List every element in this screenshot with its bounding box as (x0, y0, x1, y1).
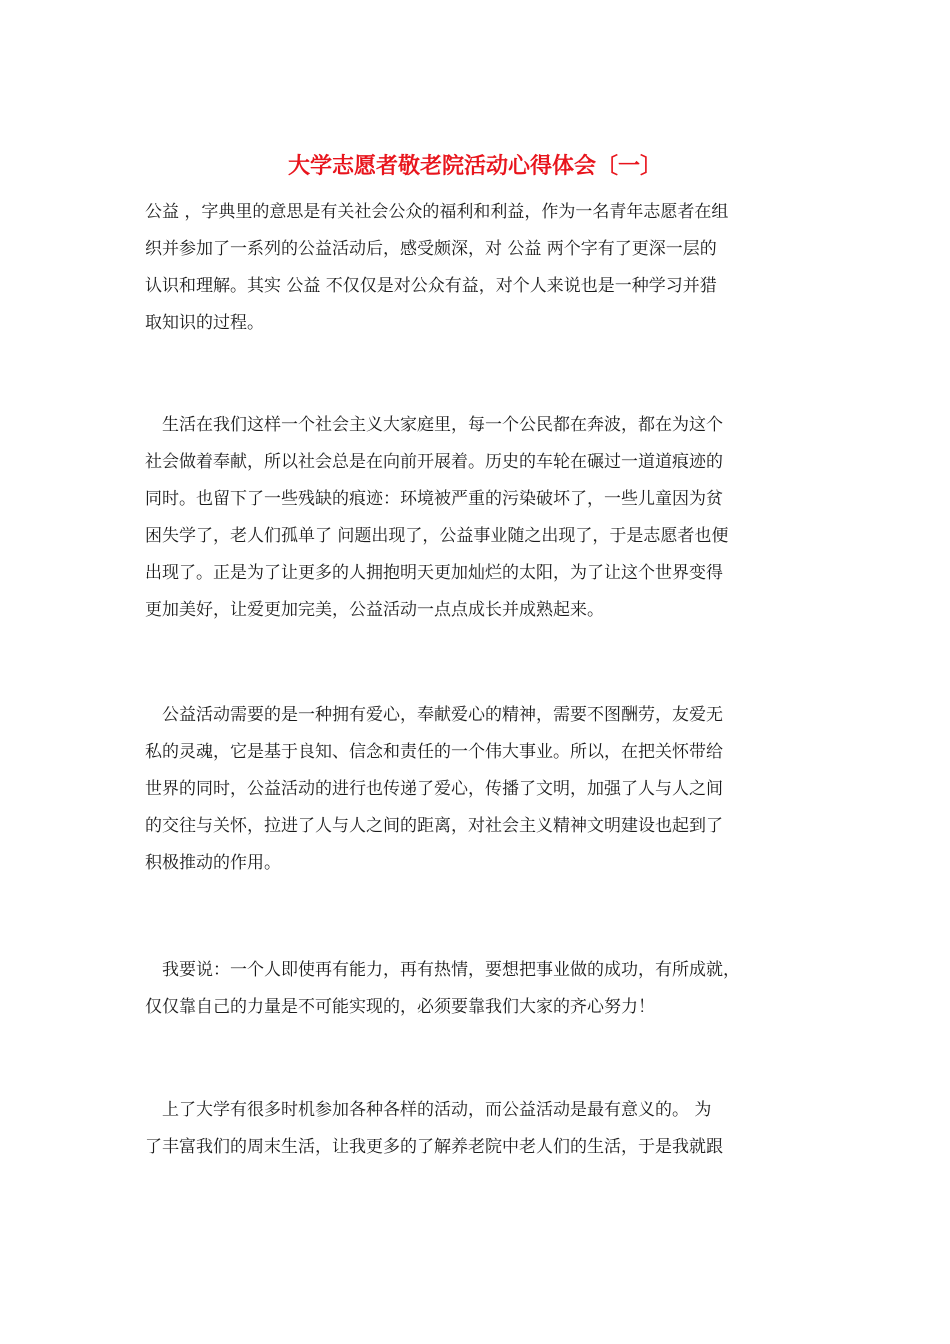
paragraph-line: 的交往与关怀，拉进了人与人之间的距离，对社会主义精神文明建设也起到了 (145, 816, 723, 836)
paragraph-1 (145, 194, 815, 342)
paragraph-line: 公益活动需要的是一种拥有爱心，奉献爱心的精神，需要不图酬劳，友爱无 (145, 705, 723, 725)
paragraph-5 (145, 1092, 815, 1166)
paragraph-line: 积极推动的作用。 (145, 853, 281, 873)
paragraph-2 (145, 407, 815, 629)
paragraph-line: 仅仅靠自己的力量是不可能实现的，必须要靠我们大家的齐心努力！ (145, 997, 655, 1017)
paragraph-line: 困失学了，老人们孤单了 问题出现了，公益事业随之出现了，于是志愿者也便 (145, 526, 729, 546)
paragraph-line: 上了大学有很多时机参加各种各样的活动，而公益活动是最有意义的。 为 (145, 1100, 712, 1120)
paragraph-line: 私的灵魂，它是基于良知、信念和责任的一个伟大事业。所以，在把关怀带给 (145, 742, 723, 762)
paragraph-line: 社会做着奉献，所以社会总是在向前开展着。历史的车轮在碾过一道道痕迹的 (145, 452, 723, 472)
paragraph-line: 织并参加了一系列的公益活动后，感受颇深，对 公益 两个字有了更深一层的 (145, 239, 717, 259)
paragraph-line: 生活在我们这样一个社会主义大家庭里，每一个公民都在奔波，都在为这个 (145, 415, 723, 435)
paragraph-line: 同时。也留下了一些残缺的痕迹：环境被严重的污染破坏了，一些儿童因为贫 (145, 489, 723, 509)
paragraph-line: 了丰富我们的周末生活，让我更多的了解养老院中老人们的生活，于是我就跟 (145, 1137, 723, 1157)
document-title: 大学志愿者敬老院活动心得体会〔一〕 (287, 154, 662, 179)
paragraph-3 (145, 697, 815, 882)
paragraph-line: 世界的同时，公益活动的进行也传递了爱心，传播了文明，加强了人与人之间 (145, 779, 723, 799)
paragraph-line: 出现了。正是为了让更多的人拥抱明天更加灿烂的太阳，为了让这个世界变得 (145, 563, 723, 583)
paragraph-line: 公益 ，字典里的意思是有关社会公众的福利和利益，作为一名青年志愿者在组 (145, 202, 729, 222)
paragraph-4 (145, 952, 815, 1026)
paragraph-line: 更加美好，让爱更加完美，公益活动一点点成长并成熟起来。 (145, 600, 604, 620)
paragraph-line: 我要说：一个人即使再有能力，再有热情，要想把事业做的成功，有所成就， (145, 960, 740, 980)
paragraph-line: 认识和理解。其实 公益 不仅仅是对公众有益，对个人来说也是一种学习并猎 (145, 276, 717, 296)
paragraph-line: 取知识的过程。 (145, 313, 264, 333)
